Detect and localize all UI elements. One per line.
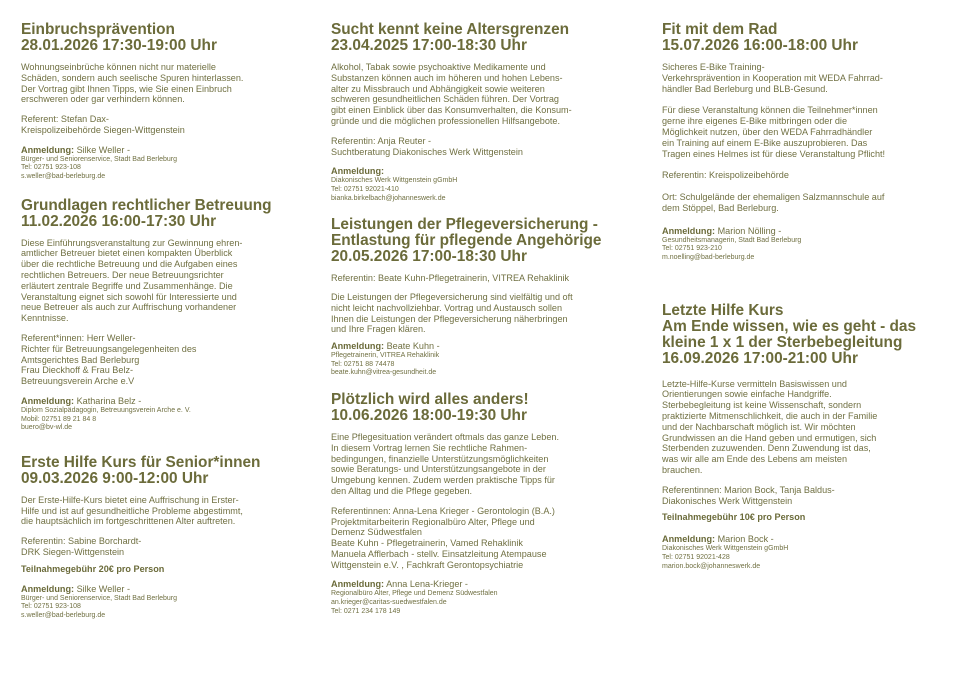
registration-label: Anmeldung: bbox=[331, 579, 385, 590]
event-date: 11.02.2026 16:00-17:30 Uhr bbox=[21, 212, 217, 230]
registration-contact: Katharina Belz - bbox=[74, 395, 142, 406]
event-title: Plötzlich wird alles anders! bbox=[331, 390, 529, 408]
registration-details[interactable]: Gesundheitsmanagerin, Stadt Bad Berleburg Tel: 02751 923-210 m.noelling@bad-berleburg.de bbox=[662, 236, 802, 261]
event-referent: Referentinnen: Marion Bock, Tanja Baldus- Diakonisches Werk Wittgenstein bbox=[662, 484, 835, 506]
event-registration bbox=[331, 341, 631, 378]
event-einbruchspraevention bbox=[21, 22, 306, 182]
event-title: Sucht kennt keine Altersgrenzen bbox=[331, 21, 570, 38]
column-left bbox=[21, 22, 306, 620]
event-description: Wohnungseinbrüche können nicht nur materielle Schäden, sondern auch seelische Spuren hinterlassen. Der Vortrag gibt Ihnen Tipps, wie Sie einen Einbruch erschweren oder gar verhindern können. bbox=[21, 62, 244, 105]
event-referent: Referentin: Sabine Borchardt- DRK Siegen-Wittgenstein bbox=[21, 536, 142, 557]
registration-details[interactable]: Regionalbüro Alter, Pflege und Demenz Südwestfalen an.krieger@caritas-suedwestfalen.de Tel: 0271 234 178 149 bbox=[331, 590, 498, 615]
registration-contact: Beate Kuhn - bbox=[384, 341, 440, 352]
event-fee: Teilnahmegebühr 20€ pro Person bbox=[21, 563, 165, 574]
registration-contact: Silke Weller - bbox=[74, 144, 130, 155]
event-letzte-hilfe bbox=[662, 303, 947, 572]
event-registration bbox=[331, 166, 631, 203]
event-description: Der Erste-Hilfe-Kurs bietet eine Auffrischung in Erster- Hilfe und ist auf gesundheitliche Probleme abgestimmt, die hauptsächlich im fortgeschrittenen Alter auftreten. bbox=[21, 494, 243, 527]
registration-details[interactable]: Diakonisches Werk Wittgenstein gGmbH Tel: 02751 92021-428 marion.bock@johanneswerk.de bbox=[662, 545, 789, 570]
event-date: 10.06.2026 18:00-19:30 Uhr bbox=[331, 406, 527, 424]
event-erste-hilfe bbox=[21, 455, 306, 621]
registration-contact: Silke Weller - bbox=[74, 583, 130, 594]
registration-label: Anmeldung: bbox=[21, 395, 75, 406]
event-referent: Referentinnen: Anna-Lena Krieger - Gerontologin (B.A.) Projektmitarbeiterin Regionalbüro Alter, Pflege und Demenz Südwestfalen Beate Kuhn - Pflegetrainerin, Vamed Rehaklinik Manuela Afflerbach - stellv. Einsatzleitung Atempause Wittgenstein e.V. , Fachkraft Gerontopsychiatrie bbox=[331, 505, 555, 570]
registration-label: Anmeldung: bbox=[331, 341, 385, 352]
event-referent: Referentin: Beate Kuhn-Pflegetrainerin, VITREA Rehaklinik bbox=[331, 273, 570, 284]
column-middle bbox=[331, 22, 631, 616]
event-description: Letzte-Hilfe-Kurse vermitteln Basiswissen und Orientierungen sowie einfache Handgriffe. Sterbebegleitung ist keine Wissenschaft, sondern praktizierte Mitmenschlichkeit, die auch in der Familie und der Nachbarschaft möglich ist. Wir möchten Grundwissen an die Hand geben und ermutigen, sich Sterbenden zuzuwenden. Denn Zuwendung ist das, was wir alle am Ende des Lebens am meisten brauchen. bbox=[662, 378, 878, 475]
event-fit-mit-dem-rad bbox=[662, 22, 947, 263]
event-referent: Referentin: Anja Reuter - Suchtberatung Diakonisches Werk Wittgenstein bbox=[331, 135, 523, 157]
event-date: 23.04.2025 17:00-18:30 Uhr bbox=[331, 37, 527, 54]
registration-details[interactable]: Bürger- und Seniorenservice, Stadt Bad Berleburg Tel: 02751 923-108 s.weller@bad-berleburg.de bbox=[21, 155, 178, 180]
event-title: Leistungen der Pflegeversicherung - Entlastung für pflegende Angehörige bbox=[331, 216, 602, 250]
event-registration bbox=[331, 579, 631, 616]
event-title: Grundlagen rechtlicher Betreuung bbox=[21, 196, 272, 214]
registration-label: Anmeldung: bbox=[662, 225, 716, 236]
event-date: 28.01.2026 17:30-19:00 Uhr bbox=[21, 37, 217, 54]
column-right bbox=[662, 22, 947, 571]
event-date: 16.09.2026 17:00-21:00 Uhr bbox=[662, 349, 858, 367]
event-registration bbox=[662, 534, 947, 571]
event-registration bbox=[662, 226, 947, 263]
registration-details[interactable]: Bürger- und Seniorenservice, Stadt Bad Berleburg Tel: 02751 923-108 s.weller@bad-berleburg.de bbox=[21, 594, 178, 619]
registration-details[interactable]: Diplom Sozialpädagogin, Betreuungsverein Arche e. V. Mobil: 02751 89 21 84 8 buero@bv-wl.de bbox=[21, 406, 191, 432]
registration-label: Anmeldung: bbox=[662, 534, 716, 545]
registration-label: Anmeldung: bbox=[331, 166, 385, 177]
registration-contact: Marion Bock - bbox=[715, 534, 774, 545]
event-date: 20.05.2026 17:00-18:30 Uhr bbox=[331, 248, 527, 266]
event-title: Erste Hilfe Kurs für Senior*innen bbox=[21, 453, 261, 471]
event-location: Ort: Schulgelände der ehemaligen Salzmannschule auf dem Stöppel, Bad Berleburg. bbox=[662, 192, 885, 213]
registration-label: Anmeldung: bbox=[21, 583, 75, 594]
event-title: Fit mit dem Rad bbox=[662, 21, 778, 38]
event-description: Eine Pflegesituation verändert oftmals das ganze Leben. In diesem Vortrag lernen Sie rechtliche Rahmen- bedingungen, finanzielle Unterstützungsmöglichkeiten sowie Beratungs- und Unterstützungsangebote in der Umgebung kennen. Zudem werden praktische Tipps für den Alltag und die Pflege gegeben. bbox=[331, 431, 559, 496]
event-registration bbox=[21, 145, 306, 182]
event-date: 09.03.2026 9:00-12:00 Uhr bbox=[21, 469, 209, 487]
event-title: Einbruchsprävention bbox=[21, 21, 175, 38]
registration-contact: Anna Lena-Krieger - bbox=[384, 579, 468, 590]
event-title: Letzte Hilfe Kurs Am Ende wissen, wie es geht - das kleine 1 x 1 der Sterbebegleitung bbox=[662, 301, 917, 351]
registration-label: Anmeldung: bbox=[21, 144, 75, 155]
event-registration bbox=[21, 584, 306, 621]
event-description: Sicheres E-Bike Training- Verkehrsprävention in Kooperation mit WEDA Fahrrad- händler Bad Berleburg und BLB-Gesund. bbox=[662, 62, 883, 94]
event-description-2: Für diese Veranstaltung können die Teilnehmer*innen gerne ihre eigenes E-Bike mitbringen oder die Möglichkeit nutzen, über den WEDA Fahrradhändler ein Training auf einem E-Bike auszuprobieren. Das Tragen eines Helmes ist für diese Veranstaltung Pflicht! bbox=[662, 105, 886, 159]
event-pflegeversicherung bbox=[331, 217, 631, 378]
event-referent: Referentin: Kreispolizeibehörde bbox=[662, 170, 789, 181]
event-referent: Referent*innen: Herr Weller- Richter für Betreuungsangelegenheiten des Amtsgerichtes Bad Berleburg Frau Dieckhoff & Frau Belz- Betreuungsverein Arche e.V bbox=[21, 332, 197, 387]
registration-contact: Marion Nölling - bbox=[715, 225, 782, 236]
event-date: 15.07.2026 16:00-18:00 Uhr bbox=[662, 37, 858, 54]
event-registration bbox=[21, 396, 306, 433]
registration-details[interactable]: Diakonisches Werk Wittgenstein gGmbH Tel: 02751 92021-410 bianka.birkelbach@johanneswerk.de bbox=[331, 177, 458, 202]
event-description: Alkohol, Tabak sowie psychoaktive Medikamente und Substanzen können auch im höheren und hohen Lebens- alter zu Missbrauch und Abhängigkeit sowie weiteren schweren gesundheitlichen Schäden führen. Der Vortrag gibt einen Einblick über das Konsumverhalten, die Konsum- gründe und die möglichen professionellen Hilfsangebote. bbox=[331, 62, 572, 126]
event-ploetzlich-anders bbox=[331, 392, 631, 616]
event-sucht bbox=[331, 22, 631, 203]
event-referent: Referent: Stefan Dax- Kreispolizeibehörde Siegen-Wittgenstein bbox=[21, 114, 185, 135]
event-description: Die Leistungen der Pflegeversicherung sind vielfältig und oft nicht leicht nachvollziehbar. Vortrag und Austausch sollen Ihnen die Leistungen der Pflegeversicherung näherbringen und Ihre Fragen klären. bbox=[331, 291, 573, 335]
event-description: Diese Einführungsveranstaltung zur Gewinnung ehren- amtlicher Betreuer bietet einen kompakten Überblick über die rechtliche Betreuung und die Aufgaben eines rechtlichen Betreuers. Der neue Betreuungsrichter erläutert zentrale Begriffe und Zusammenhänge. Die Veranstaltung eignet sich sowohl für Interessierte und neue Betreuer als auch zur Auffrischung vorhandener Kenntnisse. bbox=[21, 237, 243, 324]
event-rechtliche-betreuung bbox=[21, 198, 306, 433]
event-fee: Teilnahmegebühr 10€ pro Person bbox=[662, 512, 806, 523]
registration-details[interactable]: Pflegetrainerin, VITREA Rehaklinik Tel: 02751 88 74478 beate.kuhn@vitrea-gesundheit.de bbox=[331, 352, 440, 377]
